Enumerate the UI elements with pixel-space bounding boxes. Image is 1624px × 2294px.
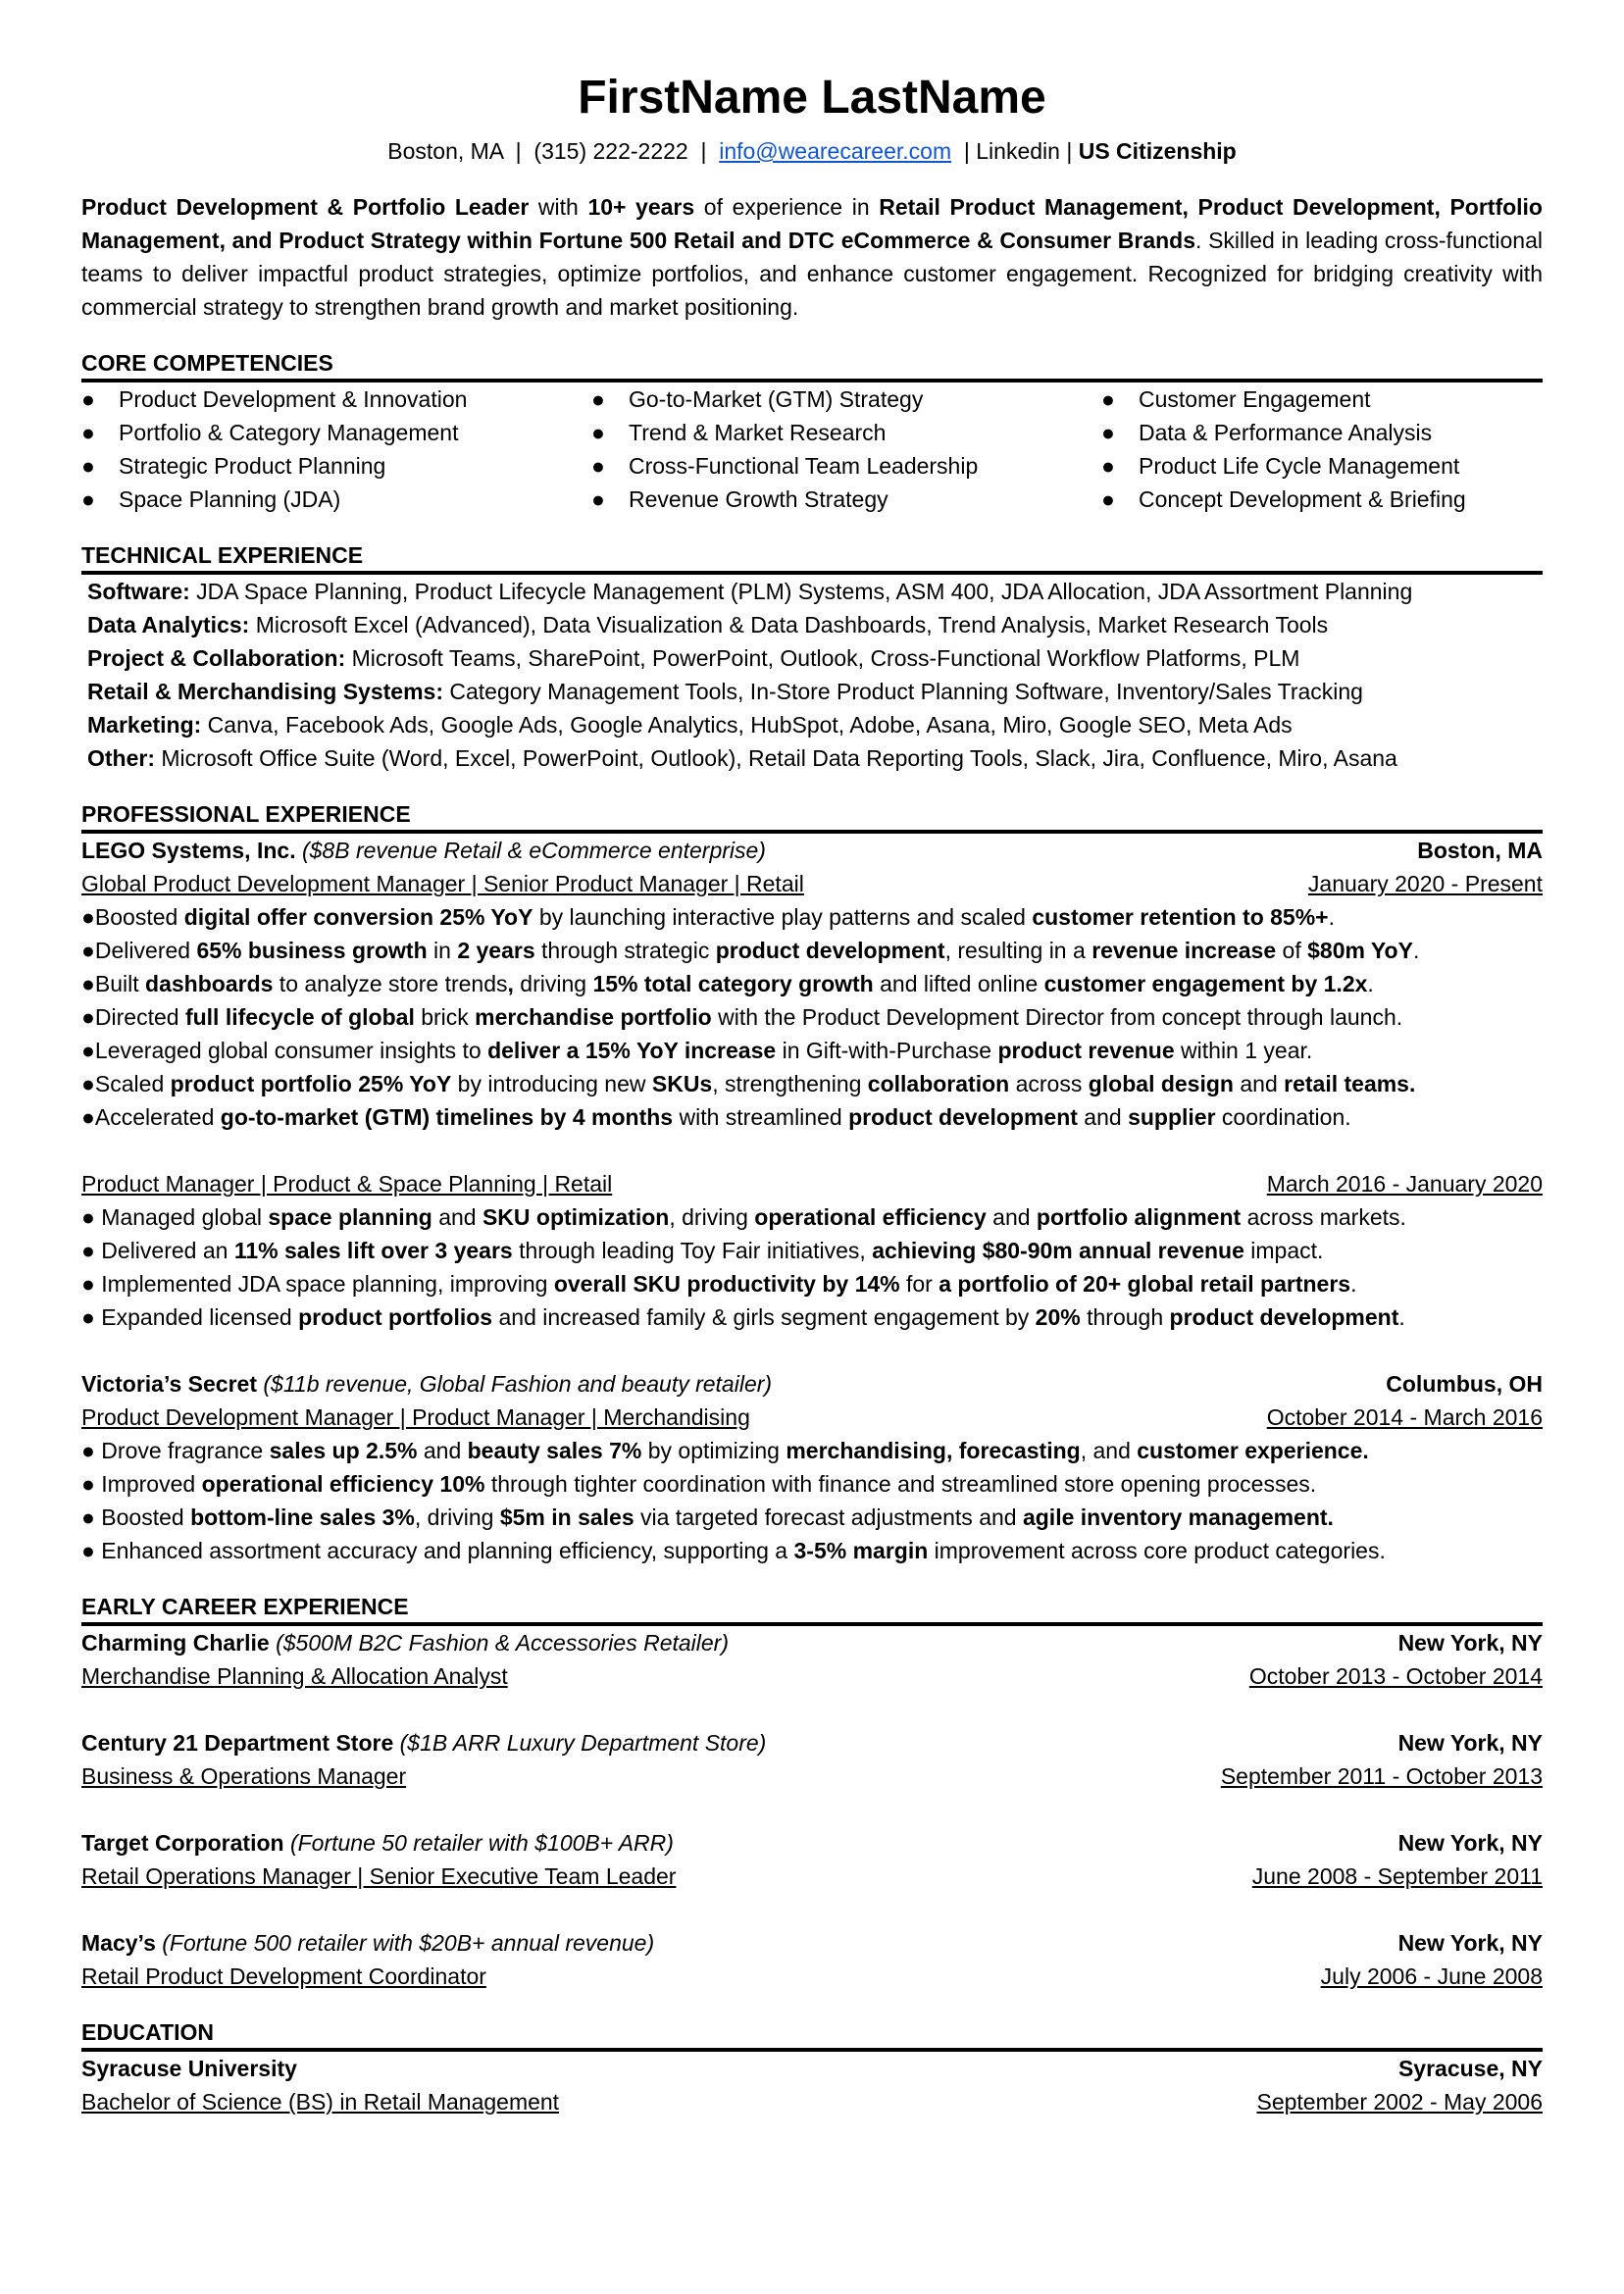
company-location: Columbus, OH: [1386, 1371, 1543, 1397]
achievement-text: and: [1077, 1104, 1129, 1130]
achievement-text: driving: [513, 971, 593, 996]
achievement-text: , and: [1080, 1438, 1138, 1463]
technical-category: Software:: [87, 579, 190, 604]
technical-category: Data Analytics:: [87, 612, 250, 637]
achievement-text: within 1 year.: [1174, 1038, 1313, 1063]
technical-tools: Microsoft Office Suite (Word, Excel, PowerPoint, Outlook), Retail Data Reporting Tools, Slack, Jira, Confluence, Miro, Asana: [155, 745, 1397, 771]
achievement-text: Leveraged global consumer insights to: [94, 1038, 488, 1063]
technical-category: Marketing:: [87, 712, 202, 738]
competency-label: Data & Performance Analysis: [1139, 420, 1433, 445]
achievement-text: product development: [848, 1104, 1078, 1130]
competency-item: [81, 382, 591, 416]
achievement-text: agile inventory management.: [1022, 1504, 1334, 1530]
bullet-icon: ●: [81, 1504, 102, 1530]
achievement-text: global design: [1088, 1071, 1234, 1096]
technical-line: [87, 675, 1543, 708]
achievement-text: through leading Toy Fair initiatives,: [512, 1238, 873, 1263]
summary-text: of experience in: [694, 194, 880, 220]
company-location: Boston, MA: [1417, 838, 1543, 863]
achievement-text: by optimizing: [641, 1438, 787, 1463]
company-row: [81, 1826, 1543, 1860]
company-location: New York, NY: [1397, 1730, 1543, 1756]
role-title: Retail Operations Manager | Senior Executive Team Leader: [81, 1863, 677, 1889]
technical-category: Other:: [87, 745, 155, 771]
achievement-text: 2 years: [457, 938, 535, 963]
company-name: Century 21 Department Store: [81, 1730, 394, 1756]
achievement-text: with the Product Development Director from concept through launch.: [711, 1004, 1403, 1030]
competency-item: [81, 449, 591, 483]
achievement-bullet: [81, 1000, 1543, 1034]
resume-page: [81, 61, 1543, 2118]
achievement-text: a portfolio of 20+ global retail partners: [939, 1271, 1351, 1297]
achievement-text: 15% total category growth: [592, 971, 874, 996]
technical-tools: Canva, Facebook Ads, Google Ads, Google Analytics, HubSpot, Adobe, Asana, Miro, Google SEO, Meta Ads: [201, 712, 1293, 738]
role-dates: March 2016 - January 2020: [1266, 1171, 1543, 1197]
bullet-icon: ●: [81, 1271, 102, 1297]
achievement-text: full lifecycle of global: [184, 1004, 415, 1030]
achievement-text: merchandising, forecasting: [786, 1438, 1081, 1463]
company-info: [81, 1926, 654, 1960]
separator: |: [963, 138, 970, 164]
achievement-text: and: [431, 1204, 482, 1230]
role-row: [81, 1860, 1543, 1893]
early-career-entries: [81, 1626, 1543, 1993]
achievement-text: , driving: [669, 1204, 755, 1230]
achievement-text: Scaled: [94, 1071, 171, 1096]
company-row: [81, 1626, 1543, 1659]
education-section: [81, 2016, 1543, 2118]
role-row: [81, 1167, 1543, 1200]
technical-category: Project & Collaboration:: [87, 645, 346, 671]
achievement-text: and lifted online: [873, 971, 1044, 996]
bullet-icon: ●: [81, 1471, 102, 1497]
achievement-text: SKUs: [651, 1071, 713, 1096]
achievement-text: digital offer conversion 25% YoY: [183, 904, 533, 930]
summary-text: Product Development & Portfolio Leader: [81, 194, 530, 220]
achievement-text: in Gift-with-Purchase: [776, 1038, 998, 1063]
achievement-text: Enhanced assortment accuracy and planning efficiency, supporting a: [101, 1538, 794, 1563]
bullet-icon: ●: [81, 1238, 102, 1263]
bullet-icon: ●: [591, 453, 605, 479]
core-competencies-section: [81, 347, 1543, 516]
spacer: [81, 1693, 1543, 1726]
company-location: New York, NY: [1397, 1930, 1543, 1956]
summary-text: Retail Product Management, Product Development, Portfolio Management, and Product Strategy within Fortune 500 Retail and DTC eCommerce & Consumer Brands: [81, 194, 1543, 253]
achievement-text: Directed: [94, 1004, 185, 1030]
candidate-name: FirstName LastName: [578, 72, 1046, 124]
competency-label: Portfolio & Category Management: [119, 420, 459, 445]
technical-list: [81, 575, 1543, 775]
achievement-bullet: [81, 1534, 1543, 1567]
role-dates: October 2013 - October 2014: [1248, 1663, 1543, 1689]
competency-item: [81, 416, 591, 449]
bullet-icon: ●: [1101, 453, 1115, 479]
achievement-text: 65% business growth: [196, 938, 428, 963]
company-row: [81, 1926, 1543, 1960]
achievement-text: across markets.: [1241, 1204, 1406, 1230]
achievement-text: Delivered: [94, 938, 197, 963]
technical-tools: JDA Space Planning, Product Lifecycle Management (PLM) Systems, ASM 400, JDA Allocation, JDA Assortment Planning: [189, 579, 1413, 604]
achievement-bullet: [81, 1267, 1543, 1300]
achievement-text: Expanded licensed: [101, 1304, 299, 1330]
early-career-section: [81, 1591, 1543, 1993]
achievement-text: revenue increase: [1091, 938, 1277, 963]
achievement-text: brick: [414, 1004, 476, 1030]
bullet-icon: ●: [81, 453, 95, 479]
achievement-bullet: [81, 1067, 1543, 1100]
degree-row: [81, 2085, 1543, 2118]
achievement-text: via targeted forecast adjustments and: [634, 1504, 1023, 1530]
company-info: [81, 1367, 772, 1401]
separator: |: [515, 138, 522, 164]
achievement-text: .: [1398, 1304, 1405, 1330]
achievement-text: Accelerated: [94, 1104, 221, 1130]
competency-label: Revenue Growth Strategy: [629, 486, 888, 512]
professional-entries: [81, 834, 1543, 1567]
section-title: TECHNICAL EXPERIENCE: [81, 542, 364, 568]
bullet-icon: ●: [81, 904, 95, 930]
bullet-icon: ●: [81, 1038, 95, 1063]
achievement-text: by launching interactive play patterns and scaled: [533, 904, 1033, 930]
role-title: Retail Product Development Coordinator: [81, 1963, 486, 1989]
competency-label: Customer Engagement: [1139, 386, 1371, 412]
achievement-text: Delivered an: [101, 1238, 234, 1263]
role-title: Product Manager | Product & Space Planning | Retail: [81, 1171, 613, 1197]
bullet-icon: ●: [81, 1004, 95, 1030]
achievement-text: SKU optimization: [482, 1204, 670, 1230]
school-location: Syracuse, NY: [1397, 2056, 1543, 2081]
achievement-text: .: [1367, 971, 1374, 996]
competency-label: Concept Development & Briefing: [1139, 486, 1466, 512]
achievement-text: Managed global: [101, 1204, 269, 1230]
technical-line: [87, 641, 1543, 675]
achievement-text: impact.: [1243, 1238, 1324, 1263]
company-info: [81, 1726, 766, 1759]
achievement-bullet: [81, 1100, 1543, 1134]
achievement-text: , resulting in a: [944, 938, 1092, 963]
achievement-bullet: [81, 1300, 1543, 1334]
bullet-icon: ●: [81, 1204, 102, 1230]
achievement-text: space planning: [268, 1204, 432, 1230]
bullet-icon: ●: [81, 386, 95, 412]
role-row: [81, 1759, 1543, 1793]
achievement-text: Implemented JDA space planning, improving: [101, 1271, 554, 1297]
professional-summary: [81, 190, 1543, 324]
achievement-bullet: [81, 1501, 1543, 1534]
section-title: EARLY CAREER EXPERIENCE: [81, 1594, 409, 1619]
technical-line: [87, 608, 1543, 641]
spacer: [81, 1134, 1543, 1167]
competency-label: Product Development & Innovation: [119, 386, 468, 412]
competency-grid: [81, 382, 1543, 516]
achievement-bullet: [81, 1434, 1543, 1467]
competency-label: Cross-Functional Team Leadership: [629, 453, 979, 479]
summary-text: 10+ years: [587, 194, 695, 220]
spacer: [81, 1893, 1543, 1926]
achievement-text: through: [1080, 1304, 1170, 1330]
spacer: [81, 1334, 1543, 1367]
summary-text: . Skilled in leading cross-functional teams to deliver impactful product strategies, optimize portfolios, and enhance customer engagement. Recognized for bridging creativity with commercial strategy to strengthen brand growth and market positioning.: [81, 228, 1543, 320]
competency-item: [591, 483, 1101, 516]
section-title: PROFESSIONAL EXPERIENCE: [81, 801, 411, 827]
bullet-icon: ●: [81, 420, 95, 445]
achievement-text: Built: [94, 971, 146, 996]
achievement-text: operational efficiency 10%: [201, 1471, 485, 1497]
achievement-text: of: [1276, 938, 1308, 963]
bullet-icon: ●: [81, 486, 95, 512]
company-description: (Fortune 500 retailer with $20B+ annual revenue): [155, 1930, 655, 1956]
company-description: ($11b revenue, Global Fashion and beauty retailer): [257, 1371, 773, 1397]
technical-line: [87, 575, 1543, 608]
achievement-text: $5m in sales: [499, 1504, 634, 1530]
achievement-text: supplier: [1128, 1104, 1216, 1130]
school-name: Syracuse University: [81, 2056, 297, 2081]
separator: |: [700, 138, 707, 164]
technical-tools: Category Management Tools, In-Store Product Planning Software, Inventory/Sales Tracking: [443, 679, 1363, 704]
achievement-text: product portfolio 25% YoY: [170, 1071, 452, 1096]
company-description: (Fortune 50 retailer with $100B+ ARR): [283, 1830, 674, 1856]
bullet-icon: ●: [591, 386, 605, 412]
technical-experience-section: [81, 539, 1543, 775]
company-location: New York, NY: [1397, 1630, 1543, 1656]
bullet-icon: ●: [81, 1071, 95, 1096]
achievement-text: through tighter coordination with finance and streamlined store opening processes.: [484, 1471, 1317, 1497]
achievement-text: product development: [1169, 1304, 1399, 1330]
section-title: EDUCATION: [81, 2019, 215, 2045]
achievement-text: in: [427, 938, 458, 963]
bullet-icon: ●: [1101, 486, 1115, 512]
spacer: [81, 1793, 1543, 1826]
section-title: CORE COMPETENCIES: [81, 350, 333, 376]
achievement-text: customer experience.: [1137, 1438, 1369, 1463]
achievement-text: product development: [715, 938, 945, 963]
bullet-icon: ●: [81, 1304, 102, 1330]
bullet-icon: ●: [81, 1538, 102, 1563]
technical-category: Retail & Merchandising Systems:: [87, 679, 443, 704]
linkedin-text: Linkedin: [976, 138, 1060, 164]
achievement-text: by introducing new: [451, 1071, 652, 1096]
achievement-text: go-to-market (GTM) timelines by 4 months: [220, 1104, 674, 1130]
achievement-bullet: [81, 1467, 1543, 1501]
achievement-text: sales up 2.5%: [269, 1438, 418, 1463]
role-row: [81, 1659, 1543, 1693]
competency-item: [591, 416, 1101, 449]
technical-tools: Microsoft Excel (Advanced), Data Visualization & Data Dashboards, Trend Analysis, Market Research Tools: [249, 612, 1329, 637]
achievement-text: Drove fragrance: [101, 1438, 270, 1463]
company-row: [81, 834, 1543, 867]
company-name: Charming Charlie: [81, 1630, 270, 1656]
summary-text: with: [529, 194, 588, 220]
role-title: Global Product Development Manager | Senior Product Manager | Retail: [81, 871, 804, 896]
degree-name: Bachelor of Science (BS) in Retail Management: [81, 2089, 560, 2115]
technical-line: [87, 741, 1543, 775]
achievement-text: product portfolios: [298, 1304, 493, 1330]
company-description: ($1B ARR Luxury Department Store): [393, 1730, 767, 1756]
competency-label: Space Planning (JDA): [119, 486, 341, 512]
company-name: LEGO Systems, Inc.: [81, 838, 296, 863]
achievement-text: ,: [507, 971, 514, 996]
role-dates: October 2014 - March 2016: [1266, 1404, 1543, 1430]
company-location: New York, NY: [1397, 1830, 1543, 1856]
bullet-icon: ●: [81, 1104, 95, 1130]
role-row: [81, 1401, 1543, 1434]
achievement-text: and: [417, 1438, 468, 1463]
achievement-text: , strengthening: [712, 1071, 868, 1096]
professional-experience-section: [81, 798, 1543, 1567]
phone-text: (315) 222-2222: [533, 138, 688, 164]
competency-item: [1101, 449, 1543, 483]
technical-tools: Microsoft Teams, SharePoint, PowerPoint, Outlook, Cross-Functional Workflow Platforms, PLM: [345, 645, 1300, 671]
achievement-text: for: [899, 1271, 939, 1297]
role-title: Product Development Manager | Product Manager | Merchandising: [81, 1404, 750, 1430]
achievement-text: portfolio alignment: [1036, 1204, 1242, 1230]
role-dates: January 2020 - Present: [1307, 871, 1543, 896]
achievement-text: collaboration: [867, 1071, 1010, 1096]
achievement-text: customer engagement by 1.2x: [1043, 971, 1368, 996]
achievement-text: customer retention to 85%+: [1032, 904, 1329, 930]
competency-item: [1101, 483, 1543, 516]
achievement-bullet: [81, 934, 1543, 967]
competency-label: Go-to-Market (GTM) Strategy: [629, 386, 924, 412]
achievement-text: to analyze store trends: [273, 971, 508, 996]
achievement-text: overall SKU productivity by 14%: [553, 1271, 900, 1297]
role-dates: September 2011 - October 2013: [1220, 1763, 1543, 1789]
achievement-text: coordination.: [1215, 1104, 1351, 1130]
achievement-text: bottom-line sales 3%: [190, 1504, 415, 1530]
role-title: Merchandise Planning & Allocation Analyst: [81, 1663, 508, 1689]
company-info: [81, 1626, 729, 1659]
role-dates: June 2008 - September 2011: [1251, 1863, 1543, 1889]
bullet-icon: ●: [81, 938, 95, 963]
achievement-text: Boosted: [94, 904, 184, 930]
role-dates: July 2006 - June 2008: [1320, 1963, 1543, 1989]
company-info: [81, 1826, 674, 1860]
competency-label: Strategic Product Planning: [119, 453, 386, 479]
achievement-bullet: [81, 1200, 1543, 1234]
achievement-bullet: [81, 1234, 1543, 1267]
citizenship-text: US Citizenship: [1078, 138, 1237, 164]
separator: |: [1066, 138, 1073, 164]
competency-item: [81, 483, 591, 516]
bullet-icon: ●: [81, 1438, 102, 1463]
competency-item: [1101, 416, 1543, 449]
bullet-icon: ●: [1101, 386, 1115, 412]
achievement-text: 20%: [1035, 1304, 1081, 1330]
bullet-icon: ●: [81, 971, 95, 996]
location-text: Boston, MA: [387, 138, 503, 164]
achievement-text: .: [1412, 938, 1420, 963]
achievement-text: 11% sales lift over 3 years: [233, 1238, 513, 1263]
role-row: [81, 867, 1543, 900]
achievement-text: and: [1233, 1071, 1285, 1096]
competency-item: [1101, 382, 1543, 416]
achievement-text: and increased family & girls segment engagement by: [492, 1304, 1036, 1330]
degree-dates: September 2002 - May 2006: [1256, 2089, 1543, 2115]
achievement-text: merchandise portfolio: [475, 1004, 712, 1030]
company-row: [81, 1367, 1543, 1401]
company-description: ($8B revenue Retail & eCommerce enterprise): [295, 838, 766, 863]
achievement-text: Boosted: [101, 1504, 191, 1530]
achievement-text: across: [1009, 1071, 1089, 1096]
company-info: [81, 834, 766, 867]
achievement-text: , driving: [414, 1504, 500, 1530]
achievement-text: through strategic: [534, 938, 716, 963]
competency-label: Product Life Cycle Management: [1139, 453, 1460, 479]
contact-line: [81, 135, 1543, 167]
achievement-text: with streamlined: [673, 1104, 849, 1130]
achievement-bullet: [81, 900, 1543, 934]
technical-line: [87, 708, 1543, 741]
achievement-text: and: [986, 1204, 1037, 1230]
competency-item: [591, 449, 1101, 483]
competency-label: Trend & Market Research: [629, 420, 887, 445]
achievement-text: Improved: [101, 1471, 202, 1497]
achievement-text: retail teams.: [1284, 1071, 1416, 1096]
achievement-text: operational efficiency: [754, 1204, 987, 1230]
achievement-text: 3-5% margin: [793, 1538, 929, 1563]
achievement-text: achieving $80-90m annual revenue: [872, 1238, 1244, 1263]
bullet-icon: ●: [591, 420, 605, 445]
role-row: [81, 1960, 1543, 1993]
company-description: ($500M B2C Fashion & Accessories Retailer): [269, 1630, 729, 1656]
achievement-text: dashboards: [145, 971, 274, 996]
achievement-text: .: [1350, 1271, 1357, 1297]
company-name: Target Corporation: [81, 1830, 284, 1856]
achievement-bullet: [81, 967, 1543, 1000]
bullet-icon: ●: [591, 486, 605, 512]
achievement-text: $80m YoY: [1307, 938, 1413, 963]
competency-item: [591, 382, 1101, 416]
company-row: [81, 1726, 1543, 1759]
achievement-text: improvement across core product categories.: [928, 1538, 1386, 1563]
achievement-bullet: [81, 1034, 1543, 1067]
company-name: Macy’s: [81, 1930, 156, 1956]
achievement-text: .: [1328, 904, 1335, 930]
email-link[interactable]: info@wearecareer.com: [719, 138, 952, 164]
achievement-text: deliver a 15% YoY increase: [487, 1038, 777, 1063]
school-row: [81, 2052, 1543, 2085]
achievement-text: product revenue: [997, 1038, 1175, 1063]
company-name: Victoria’s Secret: [81, 1371, 257, 1397]
achievement-text: beauty sales 7%: [467, 1438, 642, 1463]
role-title: Business & Operations Manager: [81, 1763, 407, 1789]
bullet-icon: ●: [1101, 420, 1115, 445]
